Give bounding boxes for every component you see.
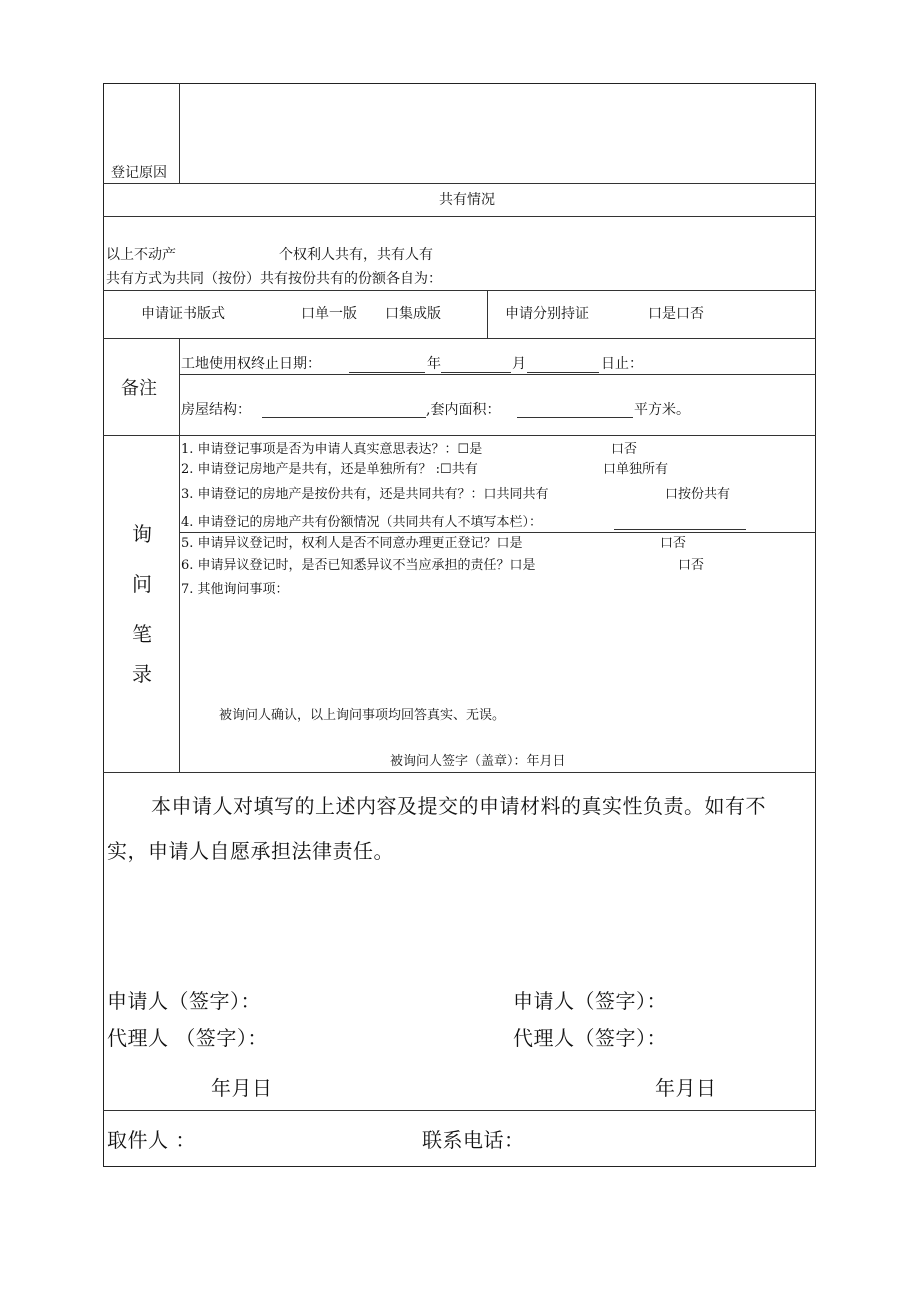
question-7: 7. 其他询问事项：: [181, 582, 289, 597]
cert-single-checkbox[interactable]: 口单一版: [301, 306, 357, 322]
declaration-line-2: 实，申请人自愿承担法律责任。: [107, 839, 394, 863]
question-3: 3. 申请登记的房地产是按份共有，还是共同共有？：口共同共有: [181, 487, 549, 502]
divider: [103, 290, 816, 291]
agent-signature-right: 代理人（签字）：: [513, 1026, 667, 1050]
cert-collective-checkbox[interactable]: 口集成版: [385, 306, 441, 322]
divider: [103, 772, 816, 773]
registration-reason-label: 登记原因: [111, 165, 167, 181]
applicant-signature-right: 申请人（签字）：: [513, 989, 667, 1013]
inquiry-label-1: 询: [132, 522, 152, 546]
question-5: 5. 申请异议登记时，权利人是否不同意办理更正登记？口是: [181, 536, 523, 551]
agent-signature-left: 代理人 （签字）：: [107, 1026, 268, 1050]
coownership-title: 共有情况: [439, 192, 495, 208]
question-6-no-checkbox[interactable]: 口否: [678, 558, 705, 573]
separate-cert-options[interactable]: 口是口否: [648, 306, 704, 322]
declaration-line-1: 本申请人对填写的上述内容及提交的申请材料的真实性负责。如有不: [151, 794, 766, 818]
inquiry-signature: 被询问人签字（盖章）：年月日: [390, 754, 566, 769]
inner-area-label: ,套内面积：: [426, 402, 501, 418]
contact-phone-label: 联系电话：: [422, 1128, 525, 1152]
question-4: 4. 申请登记的房地产共有份额情况（共同共有人不填写本栏）：: [181, 515, 543, 530]
divider: [103, 216, 816, 217]
divider: [487, 290, 488, 338]
question-1-no-checkbox[interactable]: 口否: [611, 442, 638, 457]
inquiry-label-3: 笔: [132, 622, 152, 646]
land-year-field[interactable]: [349, 372, 425, 373]
separate-cert-label: 申请分别持证: [505, 306, 589, 322]
divider: [103, 435, 816, 436]
question-5-no-checkbox[interactable]: 口否: [660, 536, 687, 551]
date-left: 年月日: [211, 1076, 273, 1100]
question-2: 2. 申请登记房地产是共有，还是单独所有？ :☐共有: [181, 462, 478, 477]
coownership-line1-a: 以上不动产: [106, 247, 176, 263]
coownership-line2: 共有方式为共同（按份）共有按份共有的份额各自为：: [106, 271, 442, 287]
question-1: 1. 申请登记事项是否为申请人真实意思表达？：☐是: [181, 442, 483, 457]
question-6: 6. 申请异议登记时，是否已知悉异议不当应承担的责任？口是: [181, 558, 536, 573]
divider: [179, 374, 816, 375]
divider: [179, 532, 816, 533]
land-day-suffix: 日止：: [601, 356, 643, 372]
divider: [179, 83, 180, 183]
land-year-label: 年: [427, 356, 441, 372]
land-use-end-label: 工地使用权终止日期：: [181, 356, 321, 372]
registration-reason-field[interactable]: [181, 85, 814, 181]
land-month-label: 月: [512, 356, 526, 372]
applicant-signature-left: 申请人（签字）：: [107, 989, 261, 1013]
land-month-field[interactable]: [441, 372, 511, 373]
land-day-field[interactable]: [527, 372, 599, 373]
remarks-label: 备注: [121, 378, 157, 399]
cert-format-label: 申请证书版式: [141, 306, 225, 322]
pickup-person-label: 取件人 ：: [107, 1128, 196, 1152]
divider: [103, 338, 816, 339]
house-structure-field[interactable]: [262, 417, 426, 418]
coownership-line1-b: 个权利人共有，共有人有: [279, 247, 433, 263]
question-2-sole-checkbox[interactable]: 口单独所有: [603, 462, 669, 477]
question-4-field[interactable]: [614, 529, 746, 530]
divider: [179, 338, 180, 772]
area-unit: 平方米。: [634, 402, 690, 418]
question-3-share-checkbox[interactable]: 口按份共有: [665, 487, 731, 502]
divider: [103, 1110, 816, 1111]
date-right: 年月日: [655, 1076, 717, 1100]
inquiry-confirmation: 被询问人确认，以上询问事项均回答真实、无误。: [219, 708, 506, 723]
inquiry-label-4: 录: [132, 662, 152, 686]
inner-area-field[interactable]: [517, 417, 633, 418]
divider: [103, 183, 816, 184]
house-structure-label: 房屋结构：: [181, 402, 251, 418]
inquiry-label-2: 问: [132, 572, 152, 596]
